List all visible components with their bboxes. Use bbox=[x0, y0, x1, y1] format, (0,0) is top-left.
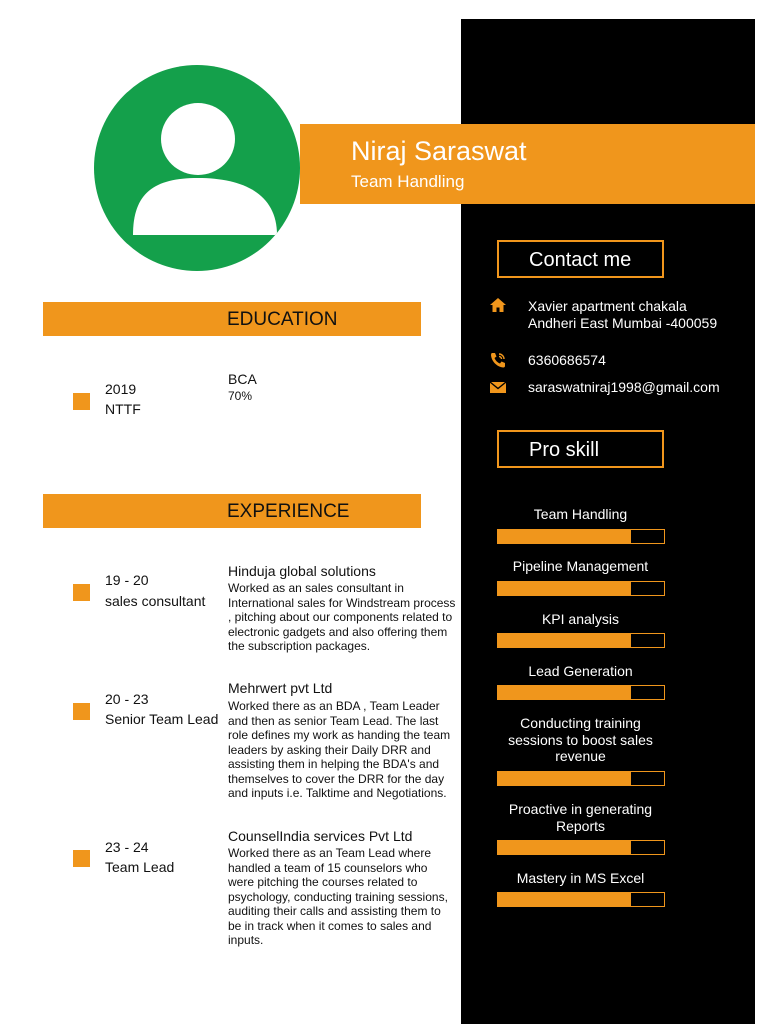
user-silhouette-icon bbox=[94, 65, 300, 271]
candidate-title: Team Handling bbox=[351, 172, 465, 191]
skill-label: Pipeline Management bbox=[512, 558, 649, 574]
skill-bar bbox=[497, 771, 665, 786]
skill-label: KPI analysis bbox=[541, 611, 620, 627]
contact-email[interactable]: saraswatniraj1998@gmail.com bbox=[528, 379, 720, 395]
skill-bar-fill bbox=[498, 772, 631, 785]
mail-icon bbox=[489, 379, 507, 395]
candidate-name: Niraj Saraswat bbox=[351, 136, 527, 166]
skill-bar bbox=[497, 529, 665, 544]
experience-period: 23 - 24 bbox=[105, 839, 149, 855]
skill-bar bbox=[497, 581, 665, 596]
contact-address-line2: Andheri East Mumbai -400059 bbox=[528, 315, 718, 331]
skill-bar-fill bbox=[498, 893, 631, 906]
skill-label: Lead Generation bbox=[528, 663, 633, 679]
experience-heading-bar bbox=[43, 494, 421, 528]
contact-phone[interactable]: 6360686574 bbox=[528, 352, 606, 368]
contact-heading-box bbox=[497, 240, 664, 278]
experience-company: CounselIndia services Pvt Ltd bbox=[228, 828, 413, 844]
experience-role: Senior Team Lead bbox=[105, 711, 219, 727]
education-year: 2019 bbox=[105, 381, 137, 397]
skill-bar bbox=[497, 685, 665, 700]
education-degree: BCA bbox=[228, 371, 257, 387]
skill-label: Proactive in generating Reports bbox=[508, 801, 653, 834]
skill-bar bbox=[497, 892, 665, 907]
education-school: NTTF bbox=[105, 401, 141, 417]
experience-bullet bbox=[73, 703, 90, 720]
experience-company: Mehrwert pvt Ltd bbox=[228, 680, 333, 696]
experience-period: 20 - 23 bbox=[105, 691, 149, 707]
skill-label: Team Handling bbox=[533, 506, 628, 522]
experience-bullet bbox=[73, 850, 90, 867]
experience-bullet bbox=[73, 584, 90, 601]
education-heading: EDUCATION bbox=[227, 309, 338, 330]
skills-heading-box bbox=[497, 430, 664, 468]
experience-description: Worked as an sales consultant in International sales for Windstream process , pitching about our components related to electronic gadgets and also offering them the subscription packages. bbox=[228, 581, 456, 653]
skill-bar bbox=[497, 633, 665, 648]
experience-company: Hinduja global solutions bbox=[228, 563, 376, 579]
experience-role: Team Lead bbox=[105, 859, 175, 875]
experience-description: Worked there as an Team Lead where handled a team of 15 counselors who were pitching the courses related to psychology, conducting training sessions, auditing their calls and assisting them to be in track when it comes to sales and inputs. bbox=[228, 846, 448, 947]
education-heading-bar bbox=[43, 302, 421, 336]
education-score: 70% bbox=[228, 389, 253, 403]
skill-label: Mastery in MS Excel bbox=[516, 870, 645, 886]
skill-bar-fill bbox=[498, 686, 631, 699]
education-bullet bbox=[73, 393, 90, 410]
contact-address-line1: Xavier apartment chakala bbox=[528, 298, 687, 314]
skill-bar-fill bbox=[498, 841, 631, 854]
experience-heading: EXPERIENCE bbox=[227, 501, 350, 522]
avatar bbox=[94, 65, 300, 271]
experience-description: Worked there as an BDA , Team Leader and then as senior Team Lead. The last role defines my work as handing the team leaders by asking their Daily DRR and assisting them in helping the BDA's and themselves to cover the DRR for the day and inputs i.e. Talktime and Negotiations. bbox=[228, 699, 451, 800]
contact-heading: Contact me bbox=[529, 249, 632, 271]
skill-bar-fill bbox=[498, 530, 631, 543]
phone-icon bbox=[489, 352, 507, 368]
skill-bar-fill bbox=[498, 582, 631, 595]
experience-period: 19 - 20 bbox=[105, 572, 149, 588]
skill-bar-fill bbox=[498, 634, 631, 647]
skill-bar bbox=[497, 840, 665, 855]
skills-heading: Pro skill bbox=[529, 439, 600, 461]
home-icon bbox=[489, 297, 507, 313]
skill-label: Conducting training sessions to boost sales revenue bbox=[508, 715, 653, 764]
experience-role: sales consultant bbox=[105, 593, 206, 609]
